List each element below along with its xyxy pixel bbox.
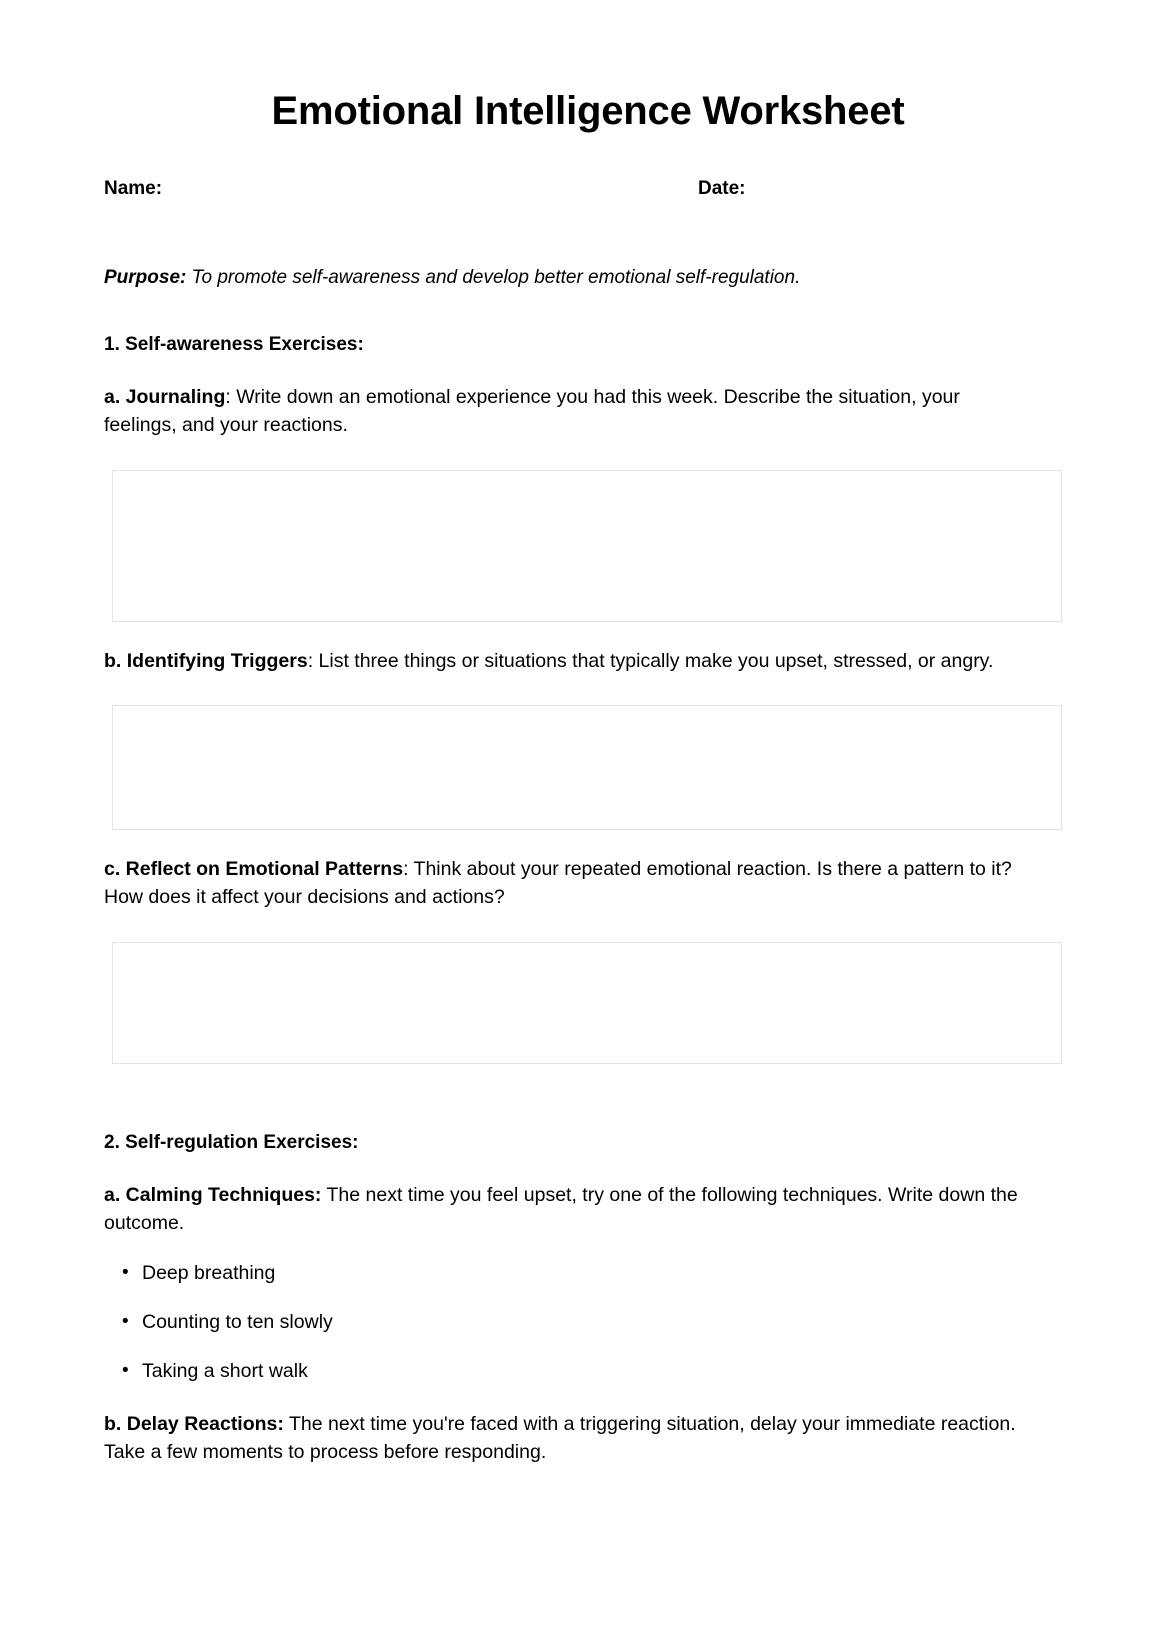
prompt-emotional-patterns [104,856,1022,911]
purpose-statement [104,264,1072,292]
prompt-calming-text: The next time you feel upset, try one of the following techniques. Write down the outcome. [104,1184,1018,1234]
prompt-calming-label: a. Calming Techniques: [104,1184,322,1207]
section-heading-self-awareness: 1. Self-awareness Exercises: [104,333,364,355]
list-item [104,1260,1072,1287]
prompt-calming-techniques [104,1182,1022,1237]
bullet-icon: • [122,1310,129,1332]
prompt-journaling [104,384,1022,439]
bullet-icon: • [122,1360,129,1382]
prompt-triggers-text: : List three things or situations that typically make you upset, stressed, or angry. [307,649,994,672]
name-label: Name: [104,178,163,199]
prompt-triggers-label: b. Identifying Triggers [104,649,308,672]
answer-box-emotional-patterns[interactable] [112,942,1062,1064]
purpose-text: To promote self-awareness and develop better emotional self-regulation. [186,267,801,288]
section-spacer [104,1064,1072,1090]
identity-row [104,178,1072,204]
list-item-label: Counting to ten slowly [142,1310,333,1333]
calming-techniques-list [104,1260,1072,1386]
section-heading-self-regulation: 2. Self-regulation Exercises: [104,1131,359,1153]
prompt-delay-label: b. Delay Reactions: [104,1413,284,1436]
prompt-journaling-label: a. Journaling [104,386,226,409]
prompt-delay-reactions [104,1411,1022,1466]
list-item-label: Deep breathing [142,1261,276,1284]
answer-box-journaling[interactable] [112,470,1062,622]
page-title: Emotional Intelligence Worksheet [271,89,905,133]
purpose-label: Purpose: [104,267,187,288]
bullet-icon: • [122,1261,129,1283]
prompt-patterns-label: c. Reflect on Emotional Patterns [104,858,404,881]
list-item [104,1309,1072,1336]
prompt-identifying-triggers [104,648,1022,676]
list-item-label: Taking a short walk [142,1360,308,1383]
prompt-journaling-text: : Write down an emotional experience you had this week. Describe the situation, your feelings, and your reactions. [104,386,960,436]
list-item [104,1358,1072,1385]
date-label: Date: [698,178,746,199]
answer-box-identifying-triggers[interactable] [112,705,1062,830]
prompt-patterns-text: : Think about your repeated emotional reaction. Is there a pattern to it? How does it affect your decisions and actions? [104,858,1012,908]
prompt-delay-text: The next time you're faced with a triggering situation, delay your immediate reaction. Take a few moments to process before responding. [104,1413,1016,1464]
